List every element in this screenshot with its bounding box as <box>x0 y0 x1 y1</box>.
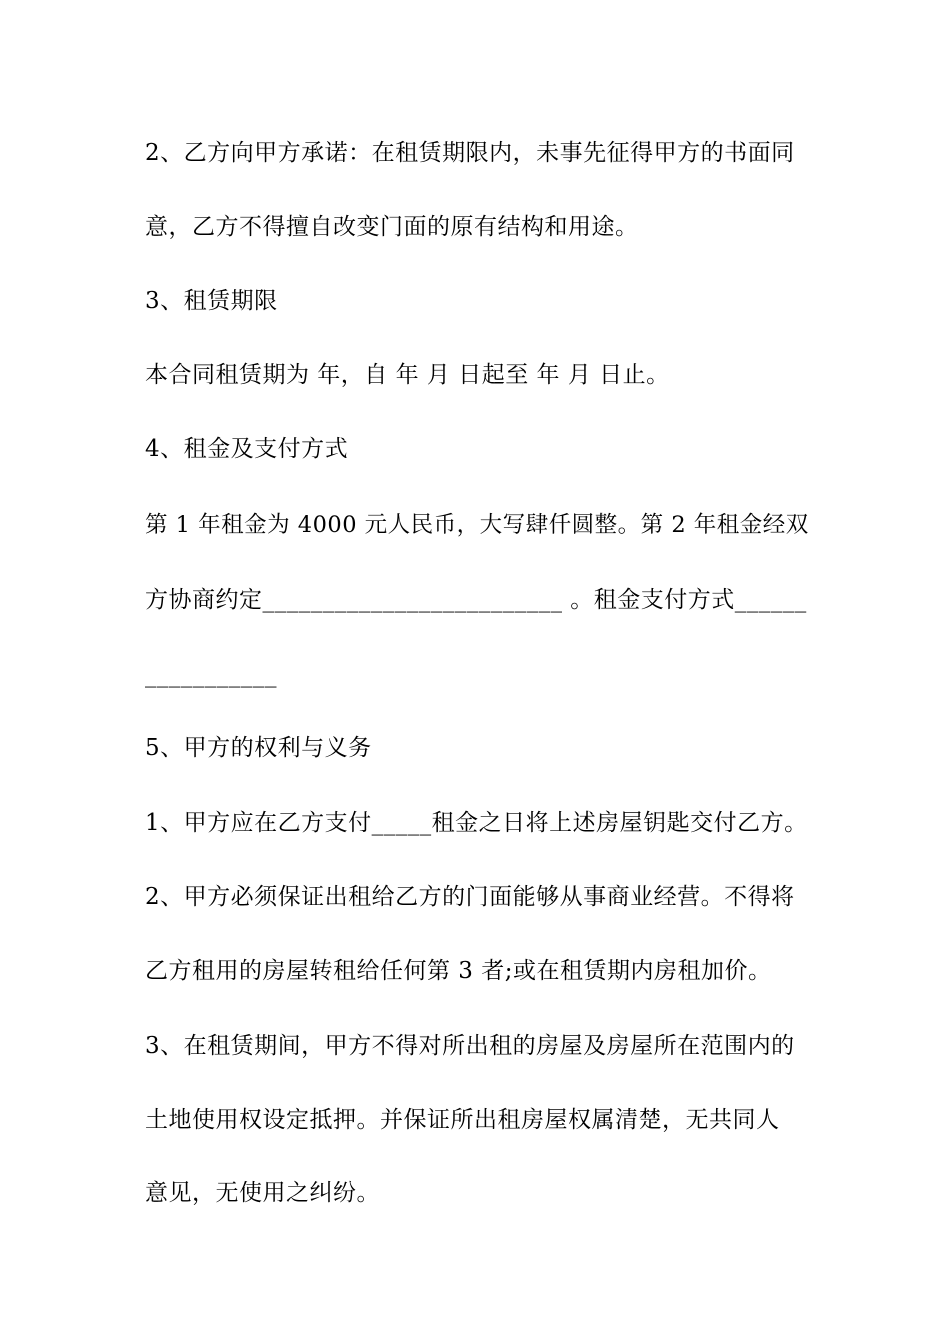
text-line: 3、在租赁期间，甲方不得对所出租的房屋及房屋所在范围内的 <box>145 1033 795 1059</box>
text-line: ___________ <box>145 662 277 688</box>
text-line: 2、甲方必须保证出租给乙方的门面能够从事商业经营。不得将 <box>145 884 795 910</box>
text-line: 乙方租用的房屋转租给任何第 3 者;或在租赁期内房租加价。 <box>145 958 772 984</box>
text-line: 5、甲方的权利与义务 <box>145 735 372 761</box>
text-line: 2、乙方向甲方承诺：在租赁期限内，未事先征得甲方的书面同 <box>145 140 795 166</box>
text-line: 3、租赁期限 <box>145 288 278 314</box>
text-line: 4、租金及支付方式 <box>145 436 349 462</box>
text-line: 土地使用权设定抵押。并保证所出租房屋权属清楚，无共同人 <box>145 1107 780 1133</box>
text-line: 1、甲方应在乙方支付_____租金之日将上述房屋钥匙交付乙方。 <box>145 810 808 836</box>
text-line: 意，乙方不得擅自改变门面的原有结构和用途。 <box>145 214 639 240</box>
text-line: 第 1 年租金为 4000 元人民币，大写肆仟圆整。第 2 年租金经双 <box>145 512 809 538</box>
text-line: 本合同租赁期为 年，自 年 月 日起至 年 月 日止。 <box>145 362 670 388</box>
text-line: 意见，无使用之纠纷。 <box>145 1180 380 1206</box>
text-line: 方协商约定_________________________ 。租金支付方式______ <box>145 587 807 613</box>
